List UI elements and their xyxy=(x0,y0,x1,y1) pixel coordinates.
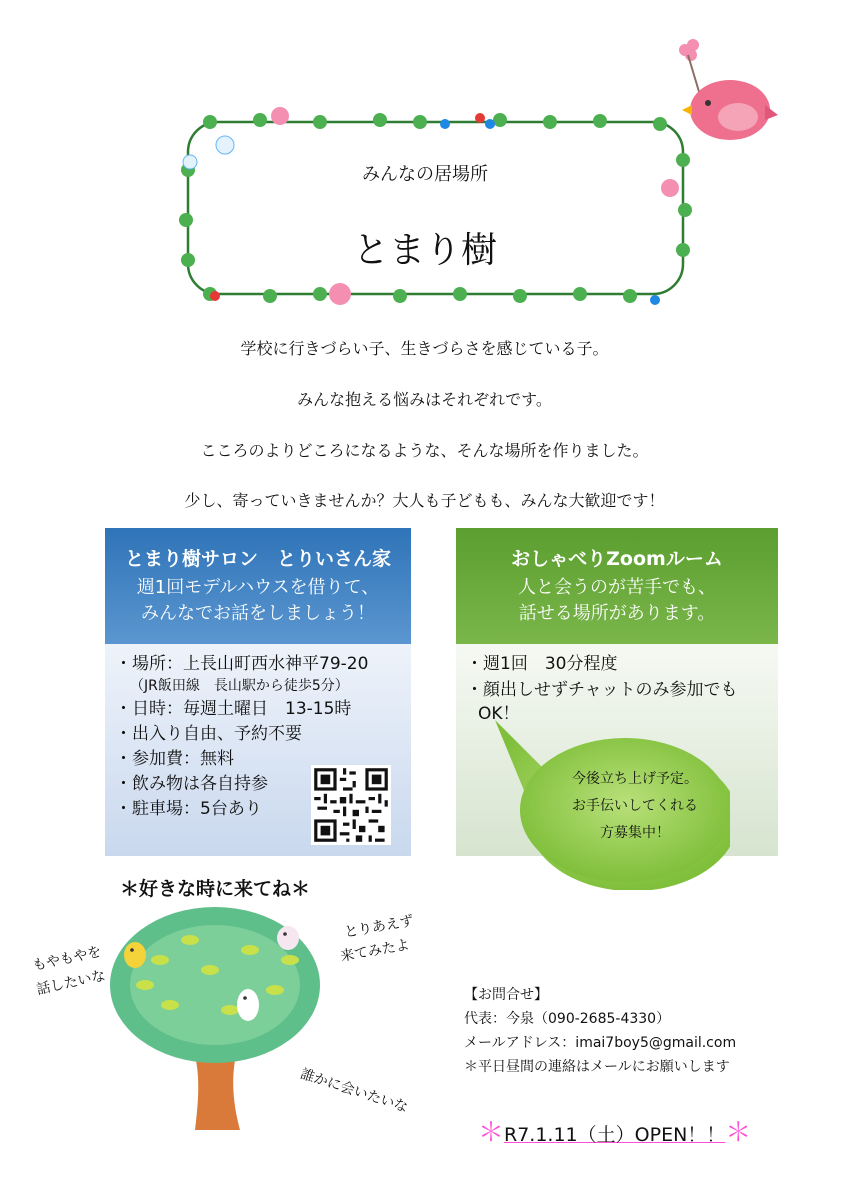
salon-time: ・日時：毎週土曜日 13-15時 xyxy=(115,699,352,719)
zoom-title: おしゃべりZoomルーム xyxy=(511,548,723,570)
tree-illustration-icon xyxy=(100,900,330,1130)
speech-right-2: 来てみたよ xyxy=(339,937,411,965)
contact-heading: 【お問合せ】 xyxy=(464,987,548,1003)
speech-left-1: もやもやを xyxy=(31,943,103,975)
salon-parking: ・駐車場：5台あり xyxy=(115,799,262,819)
zoom-chat-line-1: ・顔出しせずチャットのみ参加でも xyxy=(466,680,738,700)
intro-line-1: 学校に行きづらい子、生きづらさを感じている子。 xyxy=(240,339,609,358)
speech-right-1: とりあえず xyxy=(343,913,415,941)
header-title: とまり樹 xyxy=(352,230,497,271)
intro-line-4: 少し、寄っていきませんか？大人も子どもも、みんな大歓迎です！ xyxy=(184,491,665,510)
contact-representative: 代表：今泉（090-2685-4330） xyxy=(464,1011,671,1027)
star-left-icon: ＊ xyxy=(478,1118,505,1148)
speech-bottom: 誰かに会いたいな xyxy=(298,1066,410,1116)
open-announcement xyxy=(478,1112,751,1149)
pink-bird-icon xyxy=(660,35,780,150)
zoom-chat-line-2: OK！ xyxy=(478,704,520,724)
salon-fee: ・参加費：無料 xyxy=(115,749,234,769)
zoom-frequency: ・週1回 30分程度 xyxy=(466,654,618,674)
zoom-sub-1: 人と会うのが苦手でも、 xyxy=(518,577,716,598)
contact-note: ＊平日昼間の連絡はメールにお願いします xyxy=(464,1059,730,1075)
salon-drinks: ・飲み物は各自持参 xyxy=(115,774,268,794)
zoom-sub-2: 話せる場所があります。 xyxy=(518,603,716,624)
intro-line-3: こころのよりどころになるような、そんな場所を作りました。 xyxy=(200,441,649,460)
qr-code-icon[interactable] xyxy=(311,765,391,845)
salon-place: ・場所：上長山町西水神平79-20 xyxy=(115,654,369,674)
bubble-line-2: お手伝いしてくれる xyxy=(572,798,698,814)
salon-sub-2: みんなでお話をしましょう！ xyxy=(141,603,375,624)
bubble-text xyxy=(555,766,715,847)
come-anytime-heading: ＊好きな時に来てね＊ xyxy=(120,878,311,900)
salon-header xyxy=(105,528,411,644)
intro-line-2: みんな抱える悩みはそれぞれです。 xyxy=(297,390,552,409)
star-right-icon: ＊ xyxy=(725,1118,752,1148)
vine-frame-decoration xyxy=(170,100,700,315)
contact-email[interactable]: メールアドレス：imai7boy5@gmail.com xyxy=(464,1035,737,1051)
zoom-header xyxy=(456,528,778,644)
speech-left-2: 話したいな xyxy=(35,967,107,999)
bubble-line-3: 方募集中！ xyxy=(600,825,670,841)
open-date-text: R7.1.11（土）OPEN！！ xyxy=(504,1124,726,1146)
salon-free: ・出入り自由、予約不要 xyxy=(115,724,302,744)
bubble-line-1: 今後立ち上げ予定。 xyxy=(572,771,698,787)
header-subtitle: みんなの居場所 xyxy=(362,164,488,185)
salon-sub-1: 週1回モデルハウスを借りて、 xyxy=(136,577,380,598)
salon-title: とまり樹サロン とりいさん家 xyxy=(124,548,391,570)
salon-access: （JR飯田線 長山駅から徒歩5分） xyxy=(130,678,349,694)
